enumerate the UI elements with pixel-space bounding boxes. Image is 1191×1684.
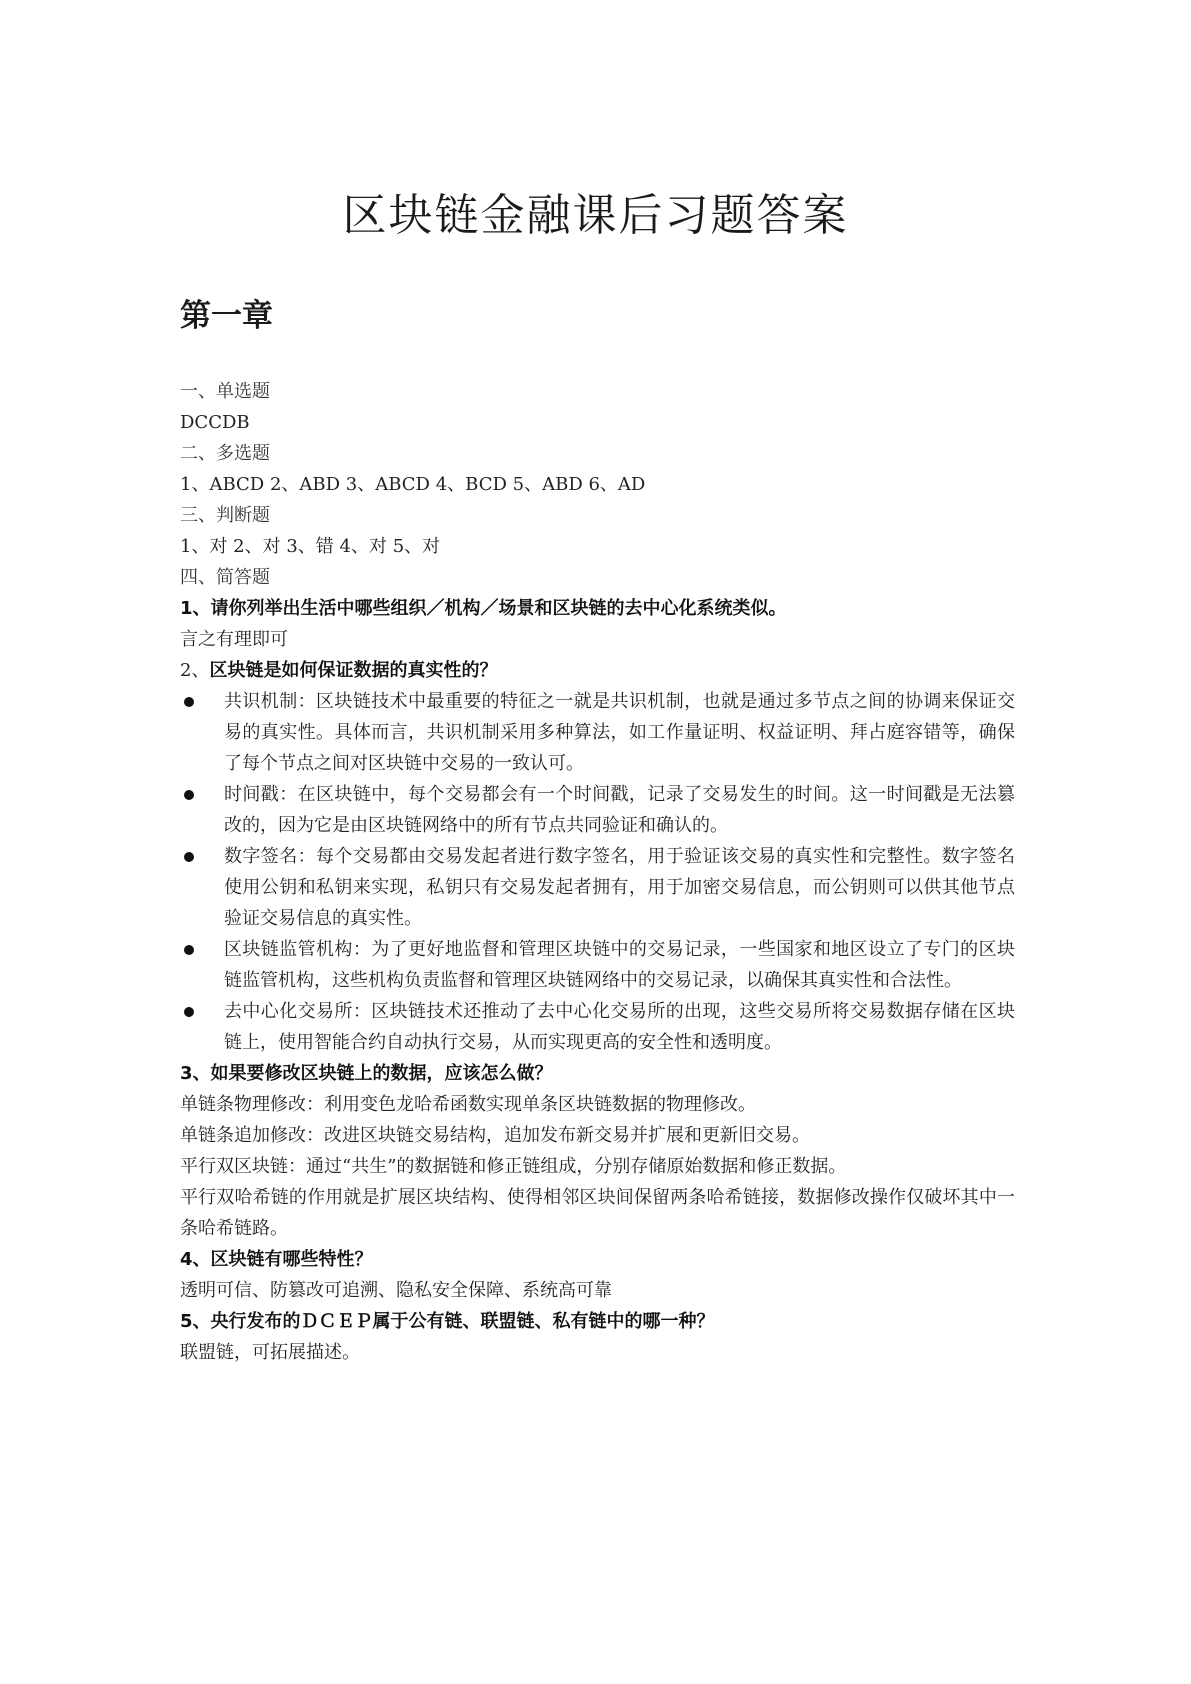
question-1: 1、请你列举出生活中哪些组织／机构／场景和区块链的去中心化系统类似。 (180, 598, 787, 619)
section-heading-single-choice: 一、单选题 (180, 381, 270, 402)
section-heading-short-answer: 四、简答题 (180, 567, 270, 588)
section-heading-multi-choice: 二、多选题 (180, 443, 270, 464)
answer-1: 言之有理即可 (180, 629, 288, 650)
question-3: 3、如果要修改区块链上的数据，应该怎么做？ (180, 1063, 553, 1084)
answer-2-list (180, 686, 1015, 1058)
bullet-dot-icon (184, 1007, 194, 1017)
single-choice-answer: DCCDB (180, 412, 250, 433)
document-body (180, 376, 1015, 1368)
section-heading-true-false: 三、判断题 (180, 505, 270, 526)
question-4: 4、区块链有哪些特性？ (180, 1249, 373, 1270)
answer-2-item-digital-signature (180, 841, 1015, 934)
answer-2-item-text: 时间戳：在区块链中，每个交易都会有一个时间戳，记录了交易发生的时间。这一时间戳是无法篡改的，因为它是由区块链网络中的所有节点共同验证和确认的。 (224, 784, 1015, 836)
answer-3-paragraph: 平行双区块链：通过“共生”的数据链和修正链组成，分别存储原始数据和修正数据。 (180, 1156, 847, 1177)
question-5: 5、央行发布的ＤＣＥＰ属于公有链、联盟链、私有链中的哪一种？ (180, 1311, 715, 1332)
true-false-answer: 1、对 2、对 3、错 4、对 5、对 (180, 536, 441, 557)
document-title: 区块链金融课后习题答案 (342, 190, 849, 241)
answer-2-item-dex (180, 996, 1015, 1058)
answer-2-item-consensus (180, 686, 1015, 779)
answer-2-item-text: 去中心化交易所：区块链技术还推动了去中心化交易所的出现，这些交易所将交易数据存储在区块链上，使用智能合约自动执行交易，从而实现更高的安全性和透明度。 (224, 1001, 1015, 1053)
bullet-dot-icon (184, 790, 194, 800)
answer-3-paragraph: 单链条追加修改：改进区块链交易结构，追加发布新交易并扩展和更新旧交易。 (180, 1125, 810, 1146)
bullet-dot-icon (184, 852, 194, 862)
answer-5: 联盟链，可拓展描述。 (180, 1342, 360, 1363)
chapter-heading: 第一章 (180, 298, 273, 334)
answer-3-paragraph: 平行双哈希链的作用就是扩展区块结构、使得相邻区块间保留两条哈希链接，数据修改操作仅破坏其中一条哈希链路。 (180, 1187, 1015, 1239)
question-2-number: 2、 (180, 660, 210, 681)
answer-2-item-text: 区块链监管机构：为了更好地监督和管理区块链中的交易记录，一些国家和地区设立了专门的区块链监管机构，这些机构负责监督和管理区块链网络中的交易记录，以确保其真实性和合法性。 (224, 939, 1015, 991)
bullet-dot-icon (184, 945, 194, 955)
multi-choice-answer: 1、ABCD 2、ABD 3、ABCD 4、BCD 5、ABD 6、AD (180, 474, 646, 495)
answer-3-paragraph: 单链条物理修改：利用变色龙哈希函数实现单条区块链数据的物理修改。 (180, 1094, 756, 1115)
answer-2-item-regulator (180, 934, 1015, 996)
answer-2-item-timestamp (180, 779, 1015, 841)
bullet-dot-icon (184, 697, 194, 707)
answer-4: 透明可信、防篡改可追溯、隐私安全保障、系统高可靠 (180, 1280, 612, 1301)
question-2 (180, 655, 1015, 686)
question-2-text: 区块链是如何保证数据的真实性的？ (209, 660, 498, 681)
answer-2-item-text: 数字签名：每个交易都由交易发起者进行数字签名，用于验证该交易的真实性和完整性。数字签名使用公钥和私钥来实现，私钥只有交易发起者拥有，用于加密交易信息，而公钥则可以供其他节点验证交易信息的真实性。 (224, 846, 1015, 929)
answer-2-item-text: 共识机制：区块链技术中最重要的特征之一就是共识机制，也就是通过多节点之间的协调来保证交易的真实性。具体而言，共识机制采用多种算法，如工作量证明、权益证明、拜占庭容错等，确保了每个节点之间对区块链中交易的一致认可。 (224, 691, 1015, 774)
